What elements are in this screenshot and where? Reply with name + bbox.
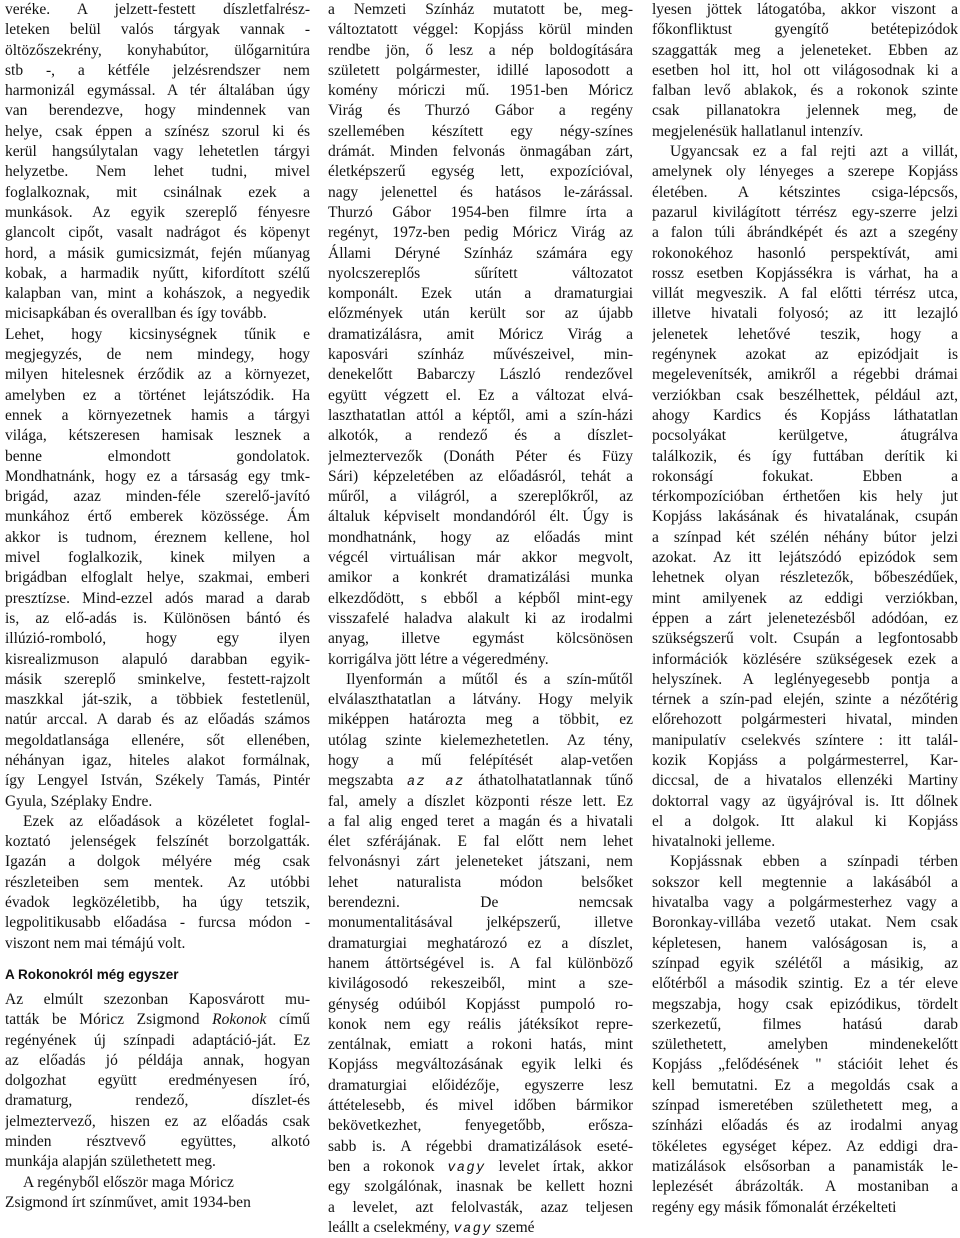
text-column-3 bbox=[652, 0, 958, 1218]
text-line: élet szférájának. E fal előtt nem lehet bbox=[328, 833, 633, 851]
text-line: el a dolgok. Itt alakul ki Kopjáss bbox=[652, 812, 958, 830]
text-line: megszabja, hogy csak epizódikus, tördelt bbox=[652, 995, 958, 1013]
text-line: Kopjáss lakásának és hivatalának, csupán bbox=[652, 508, 958, 526]
text-line: komény móriczi mű. 1951-ben Móricz bbox=[328, 82, 633, 100]
text-line: amikor a konkrét dramatizálási munka bbox=[328, 569, 633, 587]
text-line: hogy a mű felépítését alap-vetően bbox=[328, 751, 633, 769]
text-line: színházi előadás és az irodalmi anyag bbox=[652, 1117, 958, 1135]
text-line: harmonizál egymással. A tér általában úgy bbox=[5, 82, 310, 100]
text-line: alkotók, a rendező és a díszlet- bbox=[328, 427, 633, 445]
text-line: maszkkal ját-szik, a többiek festetlenül, bbox=[5, 691, 310, 709]
text-line: doktorral vagy az ügyájróval is. Itt dőlnek bbox=[652, 792, 958, 810]
text-line: felvonásnyi zárt jeleneteket játszani, nem bbox=[328, 853, 633, 871]
text-line: micisapkában és overallban és így tovább. bbox=[5, 305, 267, 323]
text-line: azokat. Az itt lejátszódó epizódok sem bbox=[652, 549, 958, 567]
text-line: kalapban van, mint a kohászok, a negyedik bbox=[5, 285, 310, 303]
text-line: lehetnek olyan részletezők, bőbeszédűek, bbox=[652, 569, 958, 587]
text-line: ben a rokonok vagy levelet írtak, akkor bbox=[328, 1157, 633, 1176]
text-line: visszafelé haladva alakult ki az irodalmi bbox=[328, 609, 633, 627]
text-line: leállt a cselekmény, vagy szemé bbox=[328, 1218, 535, 1237]
text-line: illetve hivatali folyosó; az itt lezajló bbox=[652, 305, 958, 323]
text-line: előrehozott polgármesteri hivatal, minden bbox=[652, 711, 958, 729]
text-line: is, az elő-adás is. Különösen bántó és bbox=[5, 609, 310, 627]
text-line: kaposvári színház művészeivel, min- bbox=[328, 346, 633, 364]
text-line: monumentalitásával jelképszerű, illetve bbox=[328, 914, 633, 932]
text-line: lyesen jöttek látogatóba, akkor viszont a bbox=[652, 1, 958, 18]
text-line: áttételesebb, és mivel időben bármikor bbox=[328, 1097, 633, 1115]
text-line: térkompozícióban érthetően kis hely jut bbox=[652, 488, 958, 506]
text-line: jelenetek lehetővé teszik, hogy a bbox=[652, 325, 958, 343]
text-line: műről, a világról, a szereplőkről, az bbox=[328, 488, 633, 506]
text-line: helyszínek. A leglényegesebb pontja a bbox=[652, 670, 958, 688]
text-line: anyag, illetve egymást kölcsönösen bbox=[328, 630, 633, 648]
text-line: kisrealizmuson alapuló darabban egyik- bbox=[5, 650, 310, 668]
text-line: leteken belül valós tárgyak vannak - bbox=[5, 21, 310, 39]
text-line: a Nemzeti Színház mutatott be, meg- bbox=[328, 1, 633, 18]
text-line: éppen a zárt jelenetezésből adódóan, ez bbox=[652, 609, 958, 627]
text-line: Thurzó Gábor 1954-ben filmre írta a bbox=[328, 203, 633, 221]
text-line: benne elmondott gondolatok. bbox=[5, 447, 310, 465]
text-line: szellemében készített egy négy-színes bbox=[328, 122, 633, 140]
text-line: minden résztvevő együttes, alkotó bbox=[5, 1133, 310, 1151]
text-line: mivel foglalkozik, kinek milyen a bbox=[5, 549, 310, 567]
text-line: natúr arccal. A darab és az előadás számos bbox=[5, 711, 310, 729]
text-line: másik szereplő sminkelve, festett-rajzolt bbox=[5, 670, 310, 688]
text-line: illúzió-romboló, hogy egy ilyen bbox=[5, 630, 310, 648]
text-line: csak pillanatokra jelennek meg, de bbox=[652, 102, 958, 120]
text-line: glancolt cipőt, vasalt nadrágot és köpenyt bbox=[5, 224, 310, 242]
text-line: ahogy Kardics és Kopjáss láthatatlan bbox=[652, 406, 958, 424]
text-line: jelmeztervezők (Donáth Péter és Füzy bbox=[328, 447, 633, 465]
text-line: megjelenésük hallatlanul intenzív. bbox=[652, 122, 864, 140]
text-line: évadok legközéletibb, ha úgy tetszik, bbox=[5, 894, 310, 912]
text-line: előtérből a második szintig. Ez a tér eleve bbox=[652, 975, 958, 993]
text-line: regényt, 197z-ben pedig Móricz Virág az bbox=[328, 224, 633, 242]
text-line: ennek a környezetnek hamis a tárgyi bbox=[5, 406, 310, 424]
text-line: életképszerű egység lett, expozícióval, bbox=[328, 163, 633, 181]
text-line: komponált. Ezek után a dramaturgiai bbox=[328, 285, 633, 303]
text-line: dramatizálásra, amit Móricz Virág a bbox=[328, 325, 633, 343]
text-line: milyen hitelesnek érződik az a környezet, bbox=[5, 366, 310, 384]
text-line: megoldatlansága ellenére, sőt ellenében, bbox=[5, 731, 310, 749]
text-line: egy szolgálónak, inasnak be kellett hozni bbox=[328, 1178, 633, 1196]
text-line: találkozik, és így futtában derítik ki bbox=[652, 447, 958, 465]
text-line: legpolitikusabb előadása - furcsa módon - bbox=[5, 914, 310, 932]
paragraph-block bbox=[5, 0, 310, 954]
text-line: brigádban elfoglalt helye, szakmai, emberi bbox=[5, 569, 310, 587]
text-line: Kopjássnak ebben a színpadi térben bbox=[670, 853, 958, 871]
text-line: amelyben ez a történet lejátszódik. Ha bbox=[5, 386, 310, 404]
text-line: részleteiben sem mentek. Az utóbbi bbox=[5, 873, 310, 891]
text-line: elkezdődött, s ebből a képből mint-egy bbox=[328, 589, 633, 607]
text-line: végcél virtuálisan már akkor megvolt, bbox=[328, 549, 633, 567]
text-line: bekövetkezhet, fenyegetőbb, erősza- bbox=[328, 1117, 633, 1135]
text-line: szükségszerű volt. Csupán a legfontosabb bbox=[652, 630, 958, 648]
text-line: rossz esetben Kopjássékra is várhat, ha a bbox=[652, 264, 958, 282]
text-line: jelmeztervező, hiszen ez az előadás csak bbox=[5, 1112, 310, 1130]
text-line: nagy jelenettel és hatásos le-zárással. bbox=[328, 183, 633, 201]
text-line: információk közlésére szükségesek ezek a bbox=[652, 650, 958, 668]
text-line: dramaturgiai előidézője, egyszerre lesz bbox=[328, 1076, 633, 1094]
text-line: stb -, a kétféle jelzésrendszer nem bbox=[5, 61, 310, 79]
text-line: Ugyancsak ez a fal rejti azt a villát, bbox=[670, 143, 958, 161]
text-line: a fal alig enged teret a magán és a hivatali bbox=[328, 812, 633, 830]
text-line: kerül hangsúlytalan vagy lehetetlen tárgyi bbox=[5, 143, 310, 161]
text-line: kozik Kopjáss a polgármesterrel, Kar- bbox=[652, 751, 958, 769]
section-heading: A Rokonokról még egyszer bbox=[5, 966, 179, 982]
text-line: változtatott véggel: Kopjáss körül minden bbox=[328, 21, 633, 39]
text-line: Kopjáss megváltozásának egyik lelki és bbox=[328, 1056, 633, 1074]
text-line: kobak, a harmadik nyűtt, kifordított szélű bbox=[5, 264, 310, 282]
text-line: együtt végzett el. Ez a változat elvá- bbox=[328, 386, 633, 404]
text-line: Lehet, hogy kicsinységnek tűnik e bbox=[5, 325, 310, 343]
text-line: rokonokéhoz hasonló perspektívát, ami bbox=[652, 244, 958, 262]
text-line: hivatalba vagy a polgármesterhez vagy a bbox=[652, 894, 958, 912]
text-line: regénynek azokat az epizódjait is bbox=[652, 346, 958, 364]
text-line: zentálnak, emiatt a rokoni hatás, mint bbox=[328, 1036, 633, 1054]
text-line: öltözőszekrény, konyhabútor, ülőgarnitúra bbox=[5, 41, 310, 59]
text-line: színpad egyik szélétől a másikig, az bbox=[652, 954, 958, 972]
text-line: szaggatták meg a jeleneteket. Ebben az bbox=[652, 41, 958, 59]
text-line: dramaturg, rendező, díszlet-és bbox=[5, 1092, 310, 1110]
text-line: főkonfliktust gyengítő betétepizódok bbox=[652, 21, 958, 39]
text-line: akkor is tudnom, éreznem kellene, hol bbox=[5, 528, 310, 546]
text-line: munkához értő emberek közössége. Ám bbox=[5, 508, 310, 526]
text-line: Ilyenformán a műtől és a szín-műtől bbox=[346, 670, 633, 688]
text-line: manipulatív cselekvés színtere : itt talál- bbox=[652, 731, 958, 749]
text-line: Sári) képzeletében az előadásról, tehát a bbox=[328, 467, 633, 485]
text-line: így Lengyel István, Székely Tamás, Pintér bbox=[5, 772, 310, 790]
text-line: Állami Déryné Színház számára egy bbox=[328, 244, 633, 262]
text-line: világa, kétszeresen hamisak lesznek a bbox=[5, 427, 310, 445]
text-line: falban levő ablakok, és a rokonok szinte bbox=[652, 82, 958, 100]
text-line: mondhatnánk, hogy az előadás mint bbox=[328, 528, 633, 546]
text-line: Mondhatnánk, hogy ez a társaság egy tmk- bbox=[5, 467, 310, 485]
text-line: Boronkay-villába vezető utakat. Nem csak bbox=[652, 914, 958, 932]
text-line: helyzetbe. Nem lehet tudni, mivel bbox=[5, 163, 310, 181]
text-line: sabb is. A régebbi dramatizálások eseté- bbox=[328, 1137, 633, 1155]
text-line: kell bemutatni. Ez a megoldás csak a bbox=[652, 1076, 958, 1094]
text-line: drámát. Minden felvonás önmagában zárt, bbox=[328, 143, 633, 161]
text-line: megszabta az az áthatolhatatlannak tűnő bbox=[328, 772, 633, 791]
text-column-2 bbox=[328, 0, 633, 1238]
text-line: előzmények után került sor az újabb bbox=[328, 305, 633, 323]
paragraph-block bbox=[328, 0, 633, 1238]
text-line: helye, csak éppen a színész szorul ki és bbox=[5, 122, 310, 140]
text-line: regény egy másik főmonalát érzékelteti bbox=[652, 1198, 897, 1216]
text-line: laszthatatlan attól a képtől, ami a szín-házi bbox=[328, 406, 633, 424]
text-line: megjegyzés, de nem mindegy, hogy bbox=[5, 346, 310, 364]
text-line: a színpad két szélén néhány bútor jelzi bbox=[652, 528, 958, 546]
text-line: miképpen határozta meg a többit, ez bbox=[328, 711, 633, 729]
text-line: sokszor kell megtennie a lakásából a bbox=[652, 873, 958, 891]
text-line: az előadás jó példája annak, hogyan bbox=[5, 1051, 310, 1069]
text-line: életében. A kétszintes csiga-lépcsős, bbox=[652, 183, 958, 201]
text-line: színpad ismeretében születhetett meg, a bbox=[652, 1097, 958, 1115]
text-line: génység odúiból Kopjásst pumpoló ro- bbox=[328, 995, 633, 1013]
text-line: rendbe jön, ő lesz a nép boldogítására bbox=[328, 41, 633, 59]
text-line: kivilágosodó rekeszeiből, mint a sze- bbox=[328, 975, 633, 993]
text-line: denekelőtt Babarczy László rendezővel bbox=[328, 366, 633, 384]
text-line: általuk képviselt mondandóról élt. Úgy is bbox=[328, 508, 633, 526]
text-line: foglalkoznak, mit csinálnak ezek a bbox=[5, 183, 310, 201]
text-line: megelevenítsék, amikről a régebbi drámai bbox=[652, 366, 958, 384]
text-line: lehet naturalista módon belsőket bbox=[328, 873, 633, 891]
text-line: tatták be Móricz Zsigmond Rokonok című bbox=[5, 1011, 310, 1029]
text-line: matizálások elsősorban a panamisták le- bbox=[652, 1157, 958, 1175]
text-line: Az elmúlt szezonban Kaposvárott mu- bbox=[5, 990, 310, 1008]
text-line: diccsal, de a hivatalos ellenzéki Martiny bbox=[652, 772, 958, 790]
text-line: tökéletes egységet képez. Az eddigi dra- bbox=[652, 1137, 958, 1155]
text-line: a levelet, azt felolvasták, azaz teljesen bbox=[328, 1198, 633, 1216]
text-line: berendezni. De nemcsak bbox=[328, 894, 633, 912]
text-line: munkások. Az egyik szereplő fényesre bbox=[5, 203, 310, 221]
text-column-1 bbox=[5, 0, 310, 1213]
text-line: munkája alapján születhetett meg. bbox=[5, 1153, 216, 1171]
text-line: Gyula, Széplaky Endre. bbox=[5, 792, 153, 810]
text-line: hivatalnoki jelleme. bbox=[652, 833, 776, 851]
text-line: pocsolyákat kerülgetve, átugrálva bbox=[652, 427, 958, 445]
text-line: szerkezetű, filmes hatású darab bbox=[652, 1015, 958, 1033]
text-line: született polgármester, idillé laposodott a bbox=[328, 61, 633, 79]
text-line: leplezését ábrázolták. A mostaniban a bbox=[652, 1178, 958, 1196]
text-line: rokonságí fokukat. Ebben a bbox=[652, 467, 958, 485]
text-line: képletesen, hanem valóságosan is, a bbox=[652, 934, 958, 952]
text-line: elválaszthatatlan a látvány. Hogy melyik bbox=[328, 691, 633, 709]
text-line: A regényből először maga Móricz bbox=[23, 1173, 234, 1191]
text-line: verziókban csak beszélhettek, például azt, bbox=[652, 386, 958, 404]
text-line: brigád, azaz minden-féle szerelő-javító bbox=[5, 488, 310, 506]
text-line: néhányan igaz, hiteles alakot formálnak, bbox=[5, 751, 310, 769]
text-line: Kopjáss „felődésének " stációit lehet és bbox=[652, 1056, 958, 1074]
text-line: Igazán a dolgok mélyére még csak bbox=[5, 853, 310, 871]
text-line: hanem áttörtségével is. A fal különböző bbox=[328, 954, 633, 972]
text-line: a falon túli ábrándképét és azt a szegény bbox=[652, 224, 958, 242]
text-line: Ezek az előadások a közéletet foglal- bbox=[23, 812, 310, 830]
text-line: térnek a szín-pad elején, szinte a nézőtérig bbox=[652, 691, 958, 709]
paragraph-block bbox=[5, 990, 310, 1213]
text-line: viszont nem mai témájú volt. bbox=[5, 934, 186, 952]
text-line: születhetett, amelyben mindenekelőtt bbox=[652, 1036, 958, 1054]
paragraph-block bbox=[652, 0, 958, 1218]
text-line: presztízse. Mind-ezzel adós marad a darab bbox=[5, 589, 310, 607]
text-line: villát megveszik. A fal előtti térrész utca, bbox=[652, 285, 958, 303]
text-line: fal, amely a díszlet központi része lett. Ez bbox=[328, 792, 633, 810]
text-line: esetben hol itt, hol ott világosodnak ki a bbox=[652, 61, 958, 79]
text-line: hord, a másik gumicsizmát, fején műanyag bbox=[5, 244, 310, 262]
text-line: amelynek oly lényeges a szerepe Kopjáss bbox=[652, 163, 958, 181]
text-line: Virág és Thurzó Gábor a regény bbox=[328, 102, 633, 120]
text-line: veréke. A jelzett-festett díszletfalrész- bbox=[5, 1, 310, 18]
text-line: pazarul kivilágított térrész egy-szerre jelzi bbox=[652, 203, 958, 221]
text-line: konok nem egy reális játéksíkot repre- bbox=[328, 1015, 633, 1033]
text-line: regényének új színpadi adaptáció-ját. Ez bbox=[5, 1031, 310, 1049]
text-line: mint amilyenek az eddigi verziókban, bbox=[652, 589, 958, 607]
text-line: korrigálva jött létre a végeredmény. bbox=[328, 650, 549, 668]
text-line: Zsigmond írt színművet, amit 1934-ben bbox=[5, 1193, 251, 1211]
text-line: koztató jelenségek felszínét borzolgatták. bbox=[5, 833, 310, 851]
text-line: nyolcszereplős sűrített változatot bbox=[328, 264, 633, 282]
text-line: dolgozhat együtt eredményesen író, bbox=[5, 1072, 310, 1090]
text-line: van berendezve, hogy mindennek van bbox=[5, 102, 310, 120]
text-line: utólag szinte kielemezhetetlen. Az tény, bbox=[328, 731, 633, 749]
text-line: dramaturgiai meghatározó ez a díszlet, bbox=[328, 934, 633, 952]
